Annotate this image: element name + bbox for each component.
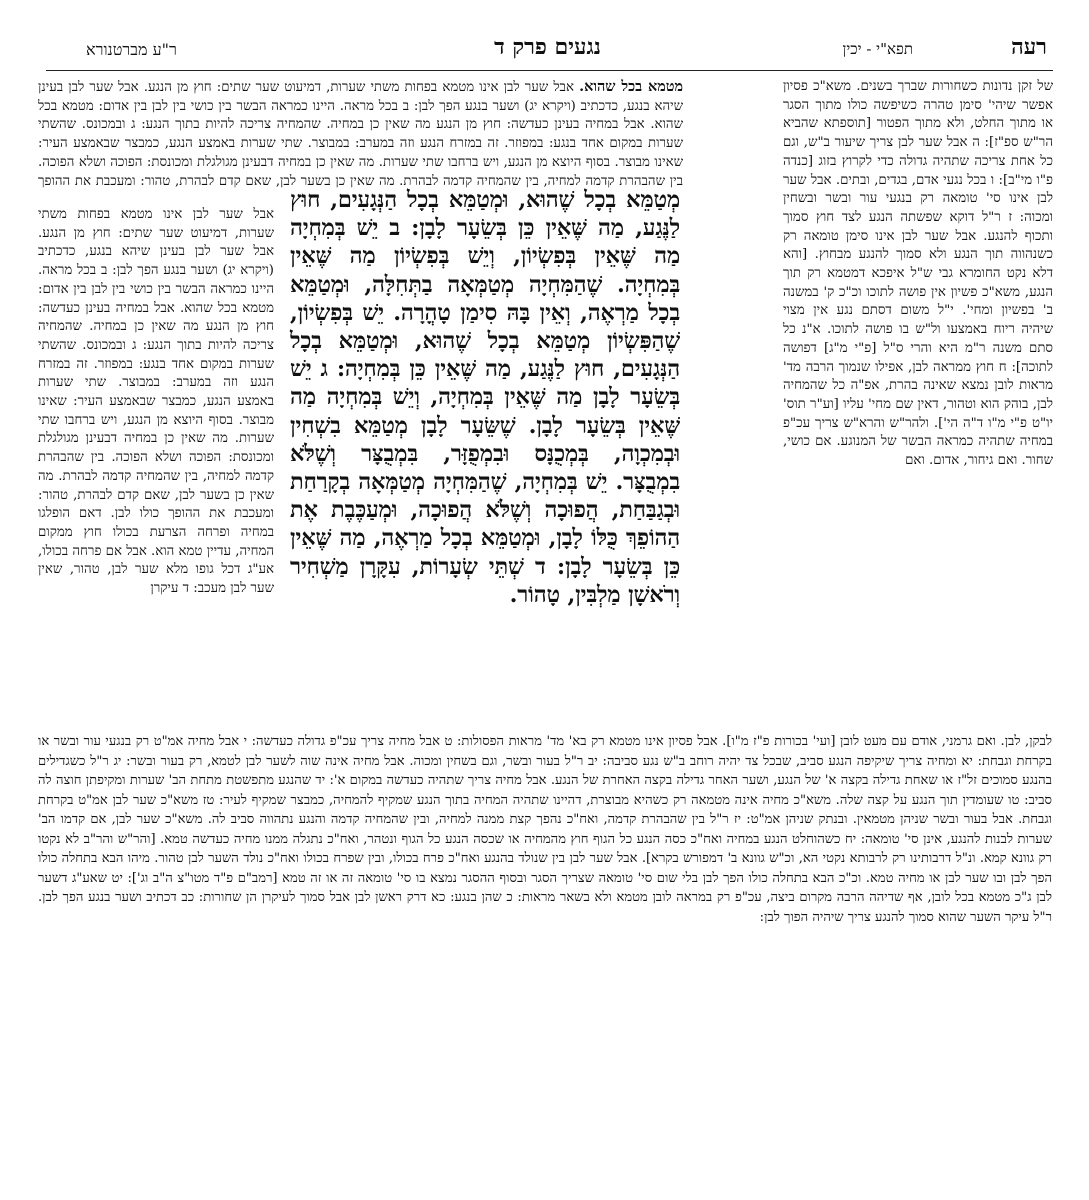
mishna-text-block [290, 186, 680, 609]
mishna-text: מְטַמֵּא בְכָל שֶׁהוּא, וּמְטַמֵּא בְכָל הַנְּגָעִים, חוּץ לַנֶּגַע, מַה שֶּׁאֵין כֵּן בְּשֵׂעָר לָבָן: ב יֵשׁ בְּמִחְיָה מַה שֶּׁאֵין בְּפִשְׂיוֹן, וְיֵשׁ בְּפִשְׂיוֹן מַה שֶּׁאֵין בְּמִחְיָה. שֶׁהַמִּחְיָה מְטַמְּאָה בַתְּחִלָּה, וּמְטַמֵּא בְכָל מַרְאֶה, וְאֵין בָּהּ סִימַן טָהֳרָה. יֵשׁ בְּפִשְׂיוֹן, שֶׁהַפִּשְׂיוֹן מְטַמֵּא בְכָל שֶׁהוּא, וּמְטַמֵּא בְכָל הַנְּגָעִים, חוּץ לַנֶּגַע, מַה שֶּׁאֵין כֵּן בְּמִחְיָה: ג יֵשׁ בְּשֵׂעָר לָבָן מַה שֶּׁאֵין בְּמִחְיָה, וְיֵשׁ בְּמִחְיָה מַה שֶּׁאֵין בְּשֵׂעָר לָבָן. שֶׁשֵּׂעָר לָבָן מְטַמֵּא בִשְׁחִין וּבְמִכְוָה, בְּמְכֻנָּס וּבִמְפֻזָּר, בִּמְבֻצָּר וְשֶׁלֹּא בִמְבֻצָּר. יֵשׁ בְּמִחְיָה, שֶׁהַמִּחְיָה מְטַמְּאָה בְקָרַחַת וּבְגַבַּחַת, הֲפוּכָה וְשֶׁלֹּא הֲפוּכָה, וּמְעַכֶּבֶת אֶת הַהוֹפֵךְ כֻּלּוֹ לָבָן, וּמְטַמֵּא בְכָל מַרְאֶה, מַה שֶּׁאֵין כֵּן בְּשֵׂעָר לָבָן: ד שְׁתֵּי שְׂעָרוֹת, עִקָּרָן מַשְׁחִיר וְרֹאשָׁן מַלְבִּין, טָהוֹר. [290, 187, 680, 608]
chapter-title: נגעים פרק ד [494, 34, 601, 60]
yachin-commentary-bottom [38, 732, 1052, 927]
yachin-right-text: של זקן נדונות כשחורות שברך בשנים. משא"כ פסיון אפשר שיהי' סימן טהרה כשיפשה כולו מתוך הסגר או מתוך החלט, ולא מתוך הפטור [תוספתא שהביא הר"ש ספ"ז]: ה אבל שער לבן צריך שיעור ב"ש, וגם כל אחת צריכה שתהיה גדולה כדי לקרוץ בזוג [כנדה פ"ו מי"ב]: ו בכל נגעי אדם, בגדים, ובתים. אבל שער לבן אינו סי' טומאה רק בנגעי עור ובשר ובשחין ומכוה: ז ר"ל דוקא שפשתה הנגע לצד חוץ סמוך ותכוף להנגע. אבל שער לבן אינו סימן טומאה רק כשנהווה תוך הנגע ולא סמוך להנגע מבחוץ. [והא דלא נקט החומרא גבי ש"ל איפכא דמטמא רק תוך הנגע, משא"כ פשיון אין פושה לתוכו וכ"כ ק' במשנה ב' בפשיון ומחי'. י"ל משום דסתם נגע אין מצוי שיהיה ריוח באמצעו ול"ש בו פושה לתוכו. א"נ כל סתם משנה ר"מ היא והרי ס"ל [פ"י מ"ג] דפושה לתוכה]: ח חוץ ממראה לבן, אפילו שנמוך הרבה מד' מראות לובן נמצא שאינה בהרת, אפ"ה כל שהמחיה לבן, בוהק הוא וטהור, דאין שם מחי' עליו [וע"ר תוס' יו"ט פ"י מ"ו ד"ה הי']. ולהר"ש והרא"ש צריך עכ"פ במחיה שתהיה כמראה הבשר של המנוגע. אם כושי, שחור. ואם גיחור, אדום. ואם [783, 79, 1053, 469]
bartenura-lead: מטמא בכל שהוא. [579, 78, 683, 95]
bartenura-text: אבל שער לבן אינו מטמא בפחות משתי שערות, דמיעוט שער שתים: חוץ מן הנגע. אבל שער לבן בעינן שיהא בנגע, כדכתיב (ויקרא יג) ושער בנגע הפך לבן: ב בכל מראה. היינו כמראה הבשר בין כושי בין לבן בין אדום: מטמא בכל שהוא. אבל במחיה בעינן כעדשה: חוץ מן הנגע מה שאין כן במחיה. שהמחיה צריכה להיות בתוך הנגע: ג ובמכונס. שהשתי שערות במקום אחד בנגע: במפוזר. זה במזרח הנגע וזה במערב: במבוצר. שתי שערות באמצע הנגע, כמבצר שבאמצע העיר: שאינו מבוצר. בסוף היוצא מן הנגע, ויש ברחבו שתי שערות. מה שאין כן במחיה דבעינן מגולגלת ומכונסת: הפוכה ושלא הפוכה. בין שהבהרת קדמה למחיה, בין שהמחיה קדמה לבהרת. מה שאין כן בשער לבן, שאם קדם לבהרת, טהור: ומעכבת את ההופך [38, 80, 683, 188]
bartenura-label: ר"ע מברטנורא [86, 40, 177, 59]
bartenura-commentary [38, 78, 683, 188]
yachin-label: תפא"י - יכין [842, 40, 913, 58]
yachin-bottom-text: לבקן, לבן. ואם גרמני, אודם עם מעט לובן [ועי' בכורות פ"ז מ"ו]. אבל פסיון אינו מטמא רק בא' מד' מראות הפסולות: ט אבל מחיה צריך עכ"פ גדולה כעדשה: י אבל מחיה אמ"ט רק בנגעי עור ובשר או בקרחת וגבחת: יא ומחיה צריך שיקיפה הנגע סביב, שבכל צד יהיה רוחב ב"ש נגע סביבה: יב ר"ל בעור ובשר, וגם בשחין ומכוה. אבל מחיה אינה שוה לשער לבן לטמא, רק בעור ובשר: יג ר"ל כשגדילים בהנגע סמוכים זל"ז או שאחת גדילה בקצה א' של הנגע, ושער האחר גדילה בקצה האחרת של הנגע. אבל מחיה צריך שתהיה כעדשה במקום א': יד שהנגע מתפשטת מתחת הב' שערות ומקיפתן חוצה לה סביב: טו שעומדין תוך הנגע על קצה שלה. משא"כ מחיה אינה מטמאה רק כשהיא מבוצרת, דהיינו שתהיה המחיה בתוך הנגע שמקיף להמחיה, כמבצר שמקיף לעיר: טז משא"כ שער לבן אמ"ט בקרחת וגבחת. אבל בעור ובשר שניהן מטמאין. ובנתק שניהן אמ"ט: יז ר"ל בין שהבהרת קדמה, ואח"כ נהפך קצת ממנה למחיה, ובין שהמחיה קדמה והנגע נתהווה סביב לה. משא"כ שער לבן, אם קדמו הב' שערות לבנות להנגע, אינן סי' טומאה: יח כשהוחלט הנגע במחיה ואח"כ כסה הנגע כל הגוף חוץ מהמחיה או שכסה הנגע כל הגוף ונטהר, ואח"כ נתגלה ממנו מחיה כעדשה טמא. [והר"ש והר"ב לא נקטו רק גוונא קמא. ונ"ל דרבותינו רק לרבותא נקטי הא, וכ"ש גוונא ב' דמפורש בקרא]. אבל שער לבן בין שנולד בהנגע ואח"כ פרח בכולו, ובין שפרח בכולו ואח"כ נולד השער לבן טהור. מיהו הבא בתחלה כולו הפך לבן ובו שער לבן או מחיה טמא. וכ"כ הבא בתחלה כולו הפך לבן בלי שום סי' טומאה שצריך הסגר ובסוף ההסגר נמצא בו סי' טומאה זה או זה טמא [רמב"ם פ"ד מטו"צ ה"ב וג']: יט שאע"ג דשער לבן ג"כ מטמא בכל לובן, אף שדיהה הרבה מקרום ביצה, עכ"פ רק במראה לובן מטמא ולא בשאר מראות: כ שהן בנגע: כא דרק ראשן לבן אבל סמוך לעיקרן הן שחורות: כב דכתיב ושער בנגע הפך לבן. ר"ל עיקר השער שהוא סמוך להנגע צריך שיהיה הפוך לבן: [38, 734, 1052, 925]
header-rule [46, 70, 1053, 71]
running-head [42, 30, 1053, 70]
page-number: רעה [1011, 34, 1047, 60]
yachin-commentary-right [783, 78, 1053, 471]
bartenura-commentary-narrow [38, 206, 274, 726]
bartenura-narrow-text: אבל שער לבן אינו מטמא בפחות משתי שערות, דמיעוט שער שתים: חוץ מן הנגע. אבל שער לבן בעינן שיהא בנגע, כדכתיב (ויקרא יג) ושער בנגע הפך לבן: ב בכל מראה. היינו כמראה הבשר בין כושי בין לבן בין אדום: מטמא בכל שהוא. אבל במחיה בעינן כעדשה: חוץ מן הנגע מה שאין כן במחיה. שהמחיה צריכה להיות בתוך הנגע: ג ובמכונס. שהשתי שערות במקום אחד בנגע: במפוזר. זה במזרח הנגע וזה במערב: במבוצר. שתי שערות באמצע הנגע, כמבצר שבאמצע העיר: שאינו מבוצר. בסוף היוצא מן הנגע, ויש ברחבו שתי שערות. מה שאין כן במחיה דבעינן מגולגלת ומכונסת: הפוכה ושלא הפוכה. בין שהבהרת קדמה למחיה, בין שהמחיה קדמה לבהרת. מה שאין כן בשער לבן, שאם קדם לבהרת, טהור: ומעכבת את ההופך כולו לבן. דאם הופלגו במחיה ופרחה הצרעת בכולו חוץ ממקום המחיה, עדיין טמא הוא. אבל אם פרחה בכולו, אע"ג דכל גופו מלא שער לבן, טהור, שאין שער לבן מעכב: ד עיקרן [38, 207, 274, 597]
